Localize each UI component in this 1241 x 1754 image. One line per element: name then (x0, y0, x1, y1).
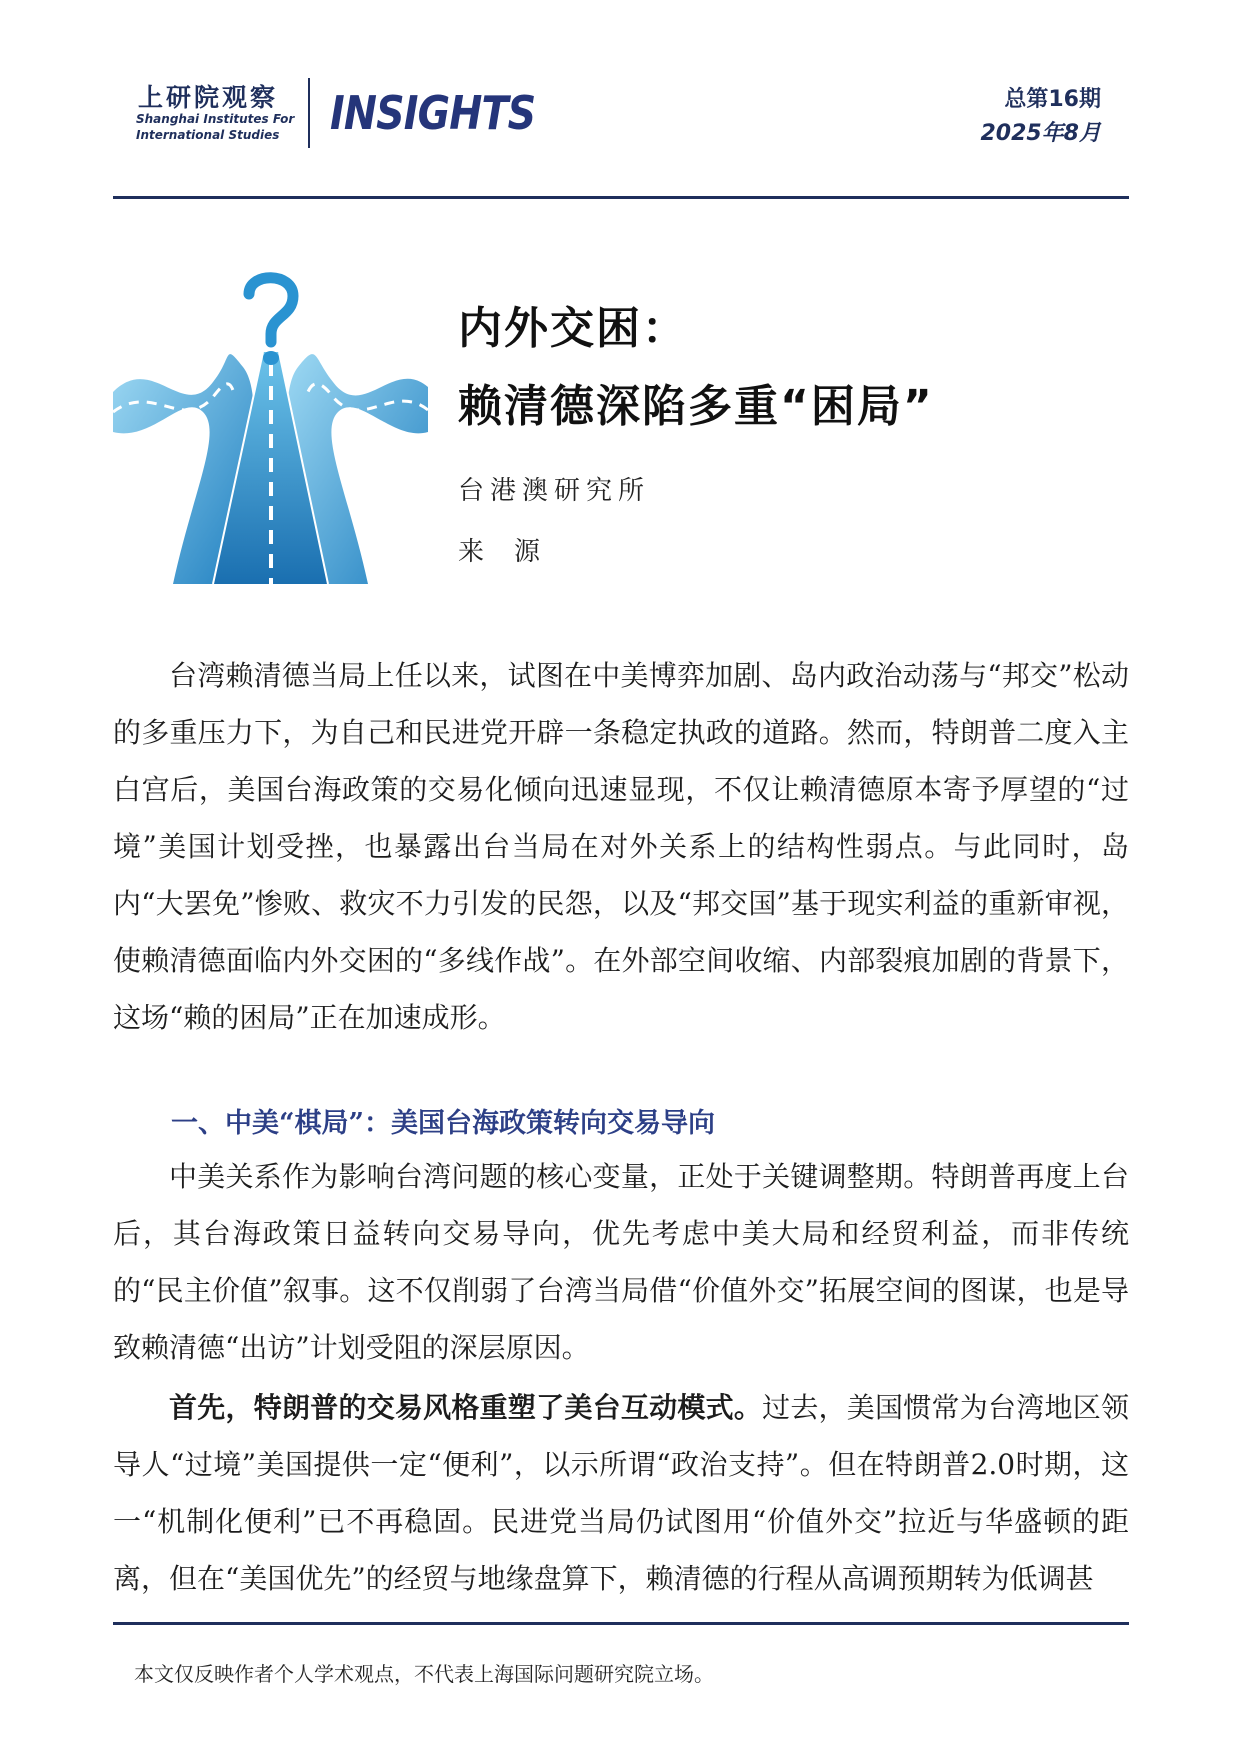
section1-body (113, 1148, 1129, 1376)
section-heading: 一、中美“棋局”：美国台海政策转向交易导向 (171, 1108, 716, 1139)
paragraph-rest: 过去，美国惯常为台湾地区领导人“过境”美国提供一定“便利”，以示所谓“政治支持”。但在特朗普2.0时期，这一“机制化便利”已不再稳固。民进党当局仍试图用“价值外交”拉近与华盛顿的距离，但在“美国优先”的经贸与地缘盘算下，赖清德的行程从高调预期转为低调甚 (113, 1391, 1129, 1595)
series-title: INSIGHTS (330, 86, 536, 140)
footer-rule (113, 1622, 1129, 1625)
source-label: 来源 (458, 537, 571, 567)
disclaimer-footnote: 本文仅反映作者个人学术观点，不代表上海国际问题研究院立场。 (134, 1662, 714, 1686)
author: 台港澳研究所 (458, 476, 651, 506)
crossroads-question-mark-icon (113, 272, 428, 584)
logo-english-line1: Shanghai Institutes For (136, 112, 295, 126)
paragraph-lead: 首先，特朗普的交易风格重塑了美台互动模式。 (169, 1391, 763, 1424)
logo-english-line2: International Studies (136, 128, 280, 142)
article-title-line1: 内外交困： (458, 303, 688, 354)
logo-chinese-name: 上研院观察 (138, 83, 279, 112)
intro-paragraph: 台湾赖清德当局上任以来，试图在中美博弈加剧、岛内政治动荡与“邦交”松动的多重压力下，为自己和民进党开辟一条稳定执政的道路。然而，特朗普二度入主白宫后，美国台海政策的交易化倾向迅速显现，不仅让赖清德原本寄予厚望的“过境”美国计划受挫，也暴露出台当局在对外关系上的结构性弱点。与此同时，岛内“大罢免”惨败、救灾不力引发的民怨，以及“邦交国”基于现实利益的重新审视，使赖清德面临内外交困的“多线作战”。在外部空间收缩、内部裂痕加剧的背景下，这场“赖的困局”正在加速成形。 (113, 659, 1129, 1034)
logo-english-name (136, 111, 294, 143)
article-title-line2: 赖清德深陷多重“困局” (458, 381, 934, 432)
section1-paragraph1: 中美关系作为影响台湾问题的核心变量，正处于关键调整期。特朗普再度上台后，其台海政策日益转向交易导向，优先考虑中美大局和经贸利益，而非传统的“民主价值”叙事。这不仅削弱了台湾当局借“价值外交”拓展空间的图谋，也是导致赖清德“出访”计划受阻的深层原因。 (113, 1160, 1129, 1364)
header-rule (113, 196, 1129, 199)
section1-paragraph2 (113, 1379, 1129, 1607)
issue-date: 2025年8月 (980, 121, 1101, 146)
intro-section (113, 647, 1129, 1046)
logo-divider (308, 78, 310, 148)
section1-body-2 (113, 1379, 1129, 1607)
issue-number: 总第16期 (1004, 87, 1101, 112)
